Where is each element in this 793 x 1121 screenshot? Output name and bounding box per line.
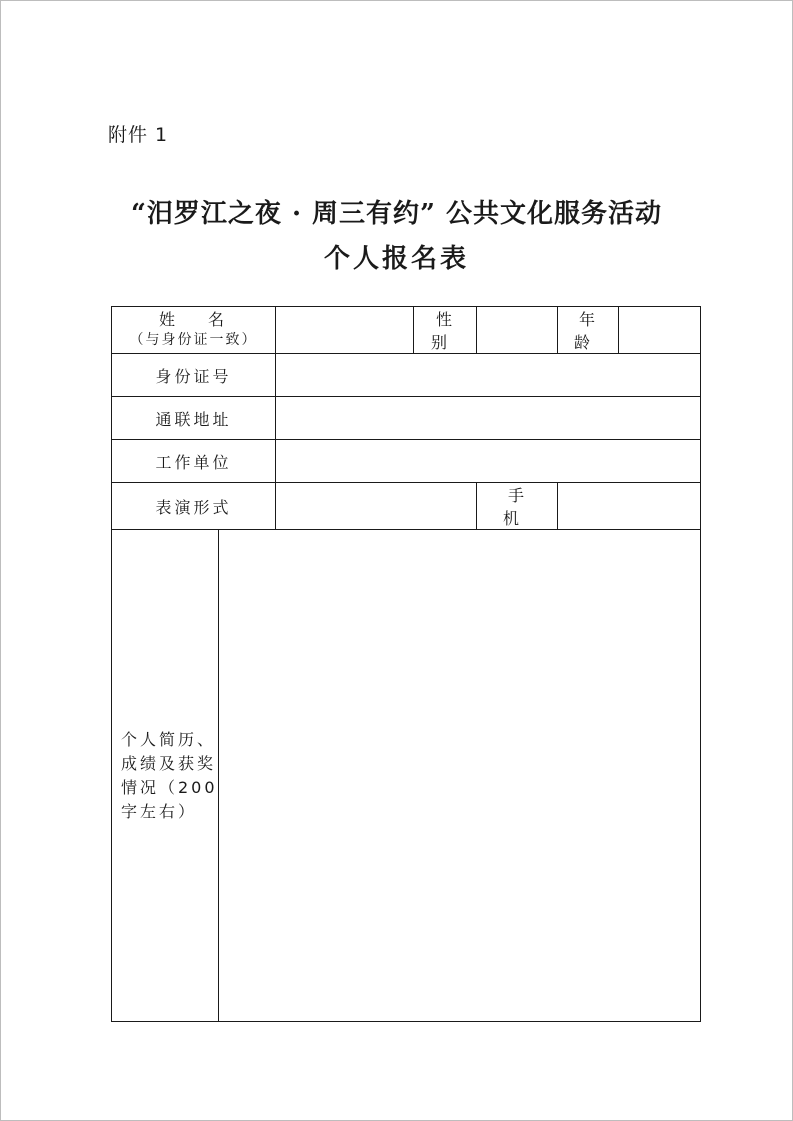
attachment-label: 附件 1 [108,124,169,146]
row-id [112,354,701,397]
phone-field[interactable] [558,483,701,530]
name-label-cell [112,307,276,354]
name-sub-label: （与身份证一致） [129,332,258,348]
title-line-2: 个人报名表 [323,244,469,274]
title-line-1: “汨罗江之夜 · 周三有约” 公共文化服务活动 [130,199,663,229]
row-work [112,440,701,483]
work-label: 工作单位 [112,440,276,483]
gender-label: 性 别 [414,307,477,354]
row-name [112,307,701,354]
address-field[interactable] [276,397,701,440]
row-resume [112,530,701,1022]
performance-label: 表演形式 [112,483,276,530]
phone-label: 手 机 [477,483,558,530]
resume-field[interactable] [219,530,701,1022]
id-number-field[interactable] [276,354,701,397]
name-field[interactable] [276,307,414,354]
age-field[interactable] [619,307,701,354]
row-address [112,397,701,440]
work-unit-field[interactable] [276,440,701,483]
id-label: 身份证号 [112,354,276,397]
registration-form-table [111,306,701,1022]
age-label: 年 龄 [558,307,619,354]
address-label: 通联地址 [112,397,276,440]
row-performance [112,483,701,530]
name-label: 姓 名 [158,310,239,329]
performance-field[interactable] [276,483,477,530]
resume-label: 个人简历、成绩及获奖情况（200字左右） [112,530,219,1022]
gender-field[interactable] [477,307,558,354]
